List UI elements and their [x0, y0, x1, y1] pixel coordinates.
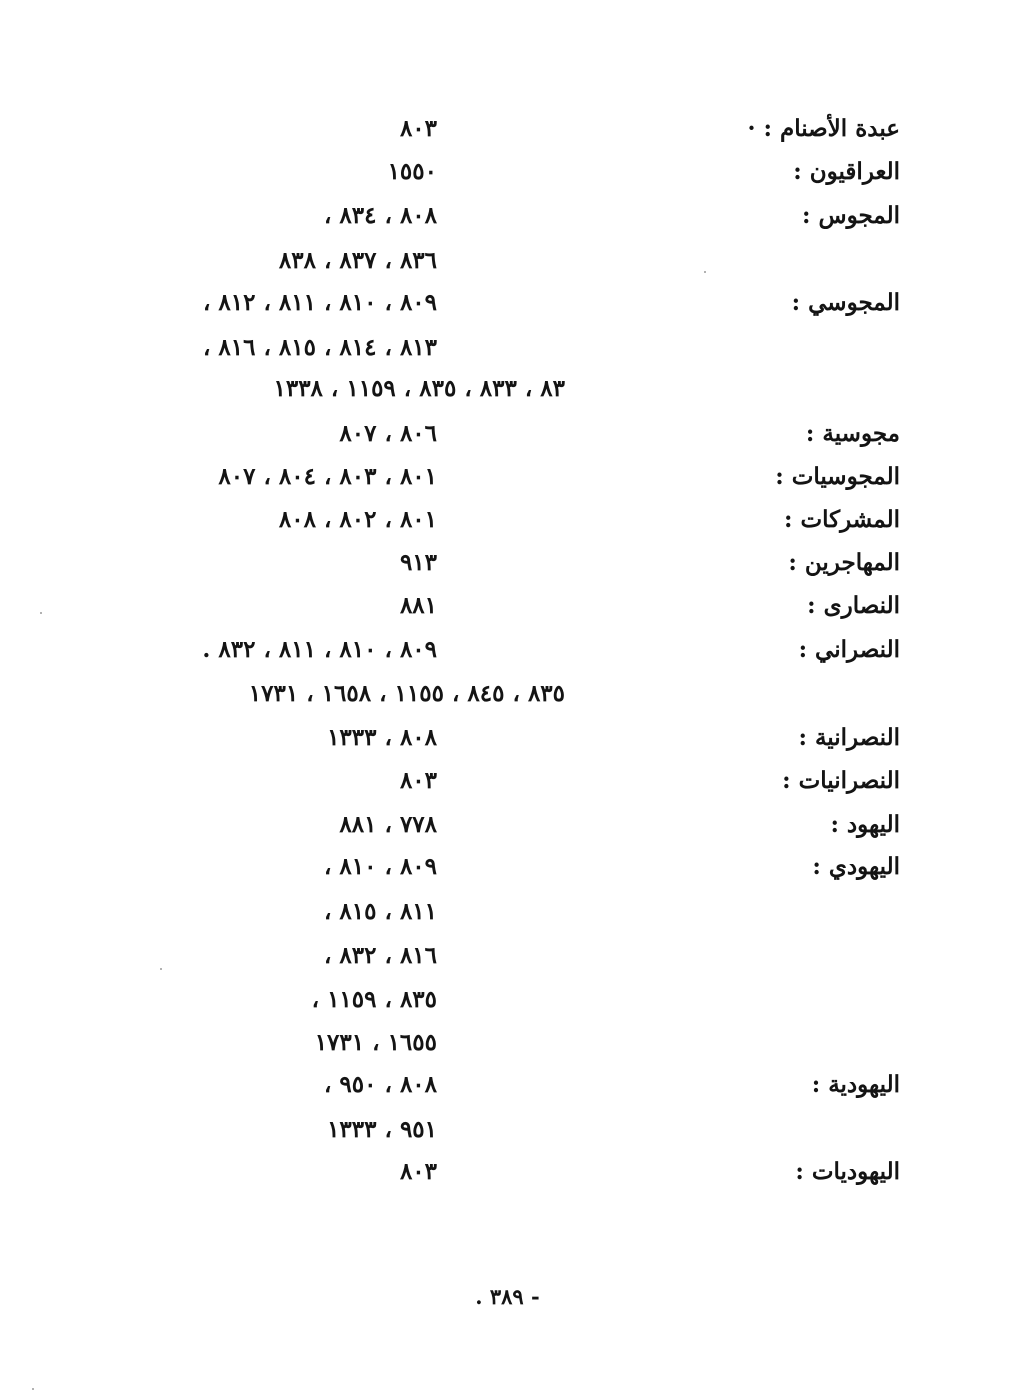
index-refs: ٨٠١ ، ٨٠٣ ، ٨٠٤ ، ٨٠٧ [218, 463, 437, 490]
index-refs: ٨٠١ ، ٨٠٢ ، ٨٠٨ [278, 506, 437, 533]
scan-speck [704, 271, 706, 273]
index-term: النصرانيات : [782, 767, 900, 794]
index-term: اليهودية : [811, 1071, 900, 1098]
index-refs: ٨٠٨ ، ٨٣٤ ، [323, 202, 437, 229]
index-term: النصرانية : [798, 724, 900, 751]
index-term: المجوسي : [791, 289, 900, 316]
index-refs: ٨١٣ ، ٨١٤ ، ٨١٥ ، ٨١٦ ، [202, 334, 437, 361]
index-refs: ٨٠٣ [399, 767, 437, 794]
index-refs: ٨٠٩ ، ٨١٠ ، ٨١١ ، ٨٣٢ . [202, 636, 437, 663]
scan-speck [160, 968, 162, 970]
index-refs: ١٦٥٥ ، ١٧٣١ [314, 1029, 437, 1056]
index-term: مجوسية : [805, 420, 900, 447]
index-refs: ٨٣٥ ، ٨٤٥ ، ١١٥٥ ، ١٦٥٨ ، ١٧٣١ [248, 680, 565, 707]
index-term: العراقيون : [793, 158, 900, 185]
index-refs: ٨١١ ، ٨١٥ ، [323, 898, 437, 925]
index-term: اليهودي : [812, 853, 900, 880]
index-refs: ٨٠٩ ، ٨١٠ ، [323, 853, 437, 880]
index-refs: ٨٠٨ ، ٩٥٠ ، [323, 1071, 437, 1098]
scan-speck [32, 1388, 34, 1390]
index-term: النصراني : [798, 636, 900, 663]
index-refs: ٨٠٣ [399, 115, 437, 142]
index-term: اليهوديات : [795, 1158, 900, 1185]
index-refs: ٨٨١ [399, 592, 437, 619]
index-refs: ٨٠٣ [399, 1158, 437, 1185]
index-term: المجوس : [802, 202, 900, 229]
index-refs: ٨٣٥ ، ١١٥٩ ، [311, 986, 437, 1013]
index-refs: ١٥٥٠ [387, 158, 437, 185]
index-term: النصارى : [807, 592, 900, 619]
scan-speck [40, 612, 42, 614]
index-refs: ٨٣٦ ، ٨٣٧ ، ٨٣٨ [278, 247, 437, 274]
index-refs: ٨٠٨ ، ١٣٣٣ [327, 724, 437, 751]
index-refs: ٩١٣ [399, 549, 437, 576]
index-refs: ٨٠٦ ، ٨٠٧ [339, 420, 437, 447]
index-refs: ٧٧٨ ، ٨٨١ [339, 811, 437, 838]
index-term: المجوسيات : [775, 463, 900, 490]
index-term: المشركات : [783, 506, 900, 533]
index-refs: ٨١٦ ، ٨٣٢ ، [323, 942, 437, 969]
index-refs: ٩٥١ ، ١٣٣٣ [327, 1116, 437, 1143]
index-term: اليهود : [830, 811, 900, 838]
index-refs: ٨٠٩ ، ٨١٠ ، ٨١١ ، ٨١٢ ، [202, 289, 437, 316]
page-number: - ٣٨٩ . [475, 1284, 540, 1309]
index-refs: ٨٣ ، ٨٣٣ ، ٨٣٥ ، ١١٥٩ ، ١٣٣٨ [273, 375, 565, 402]
index-term: المهاجرين : [788, 549, 900, 576]
index-term: عبدة الأصنام : · [747, 115, 900, 142]
